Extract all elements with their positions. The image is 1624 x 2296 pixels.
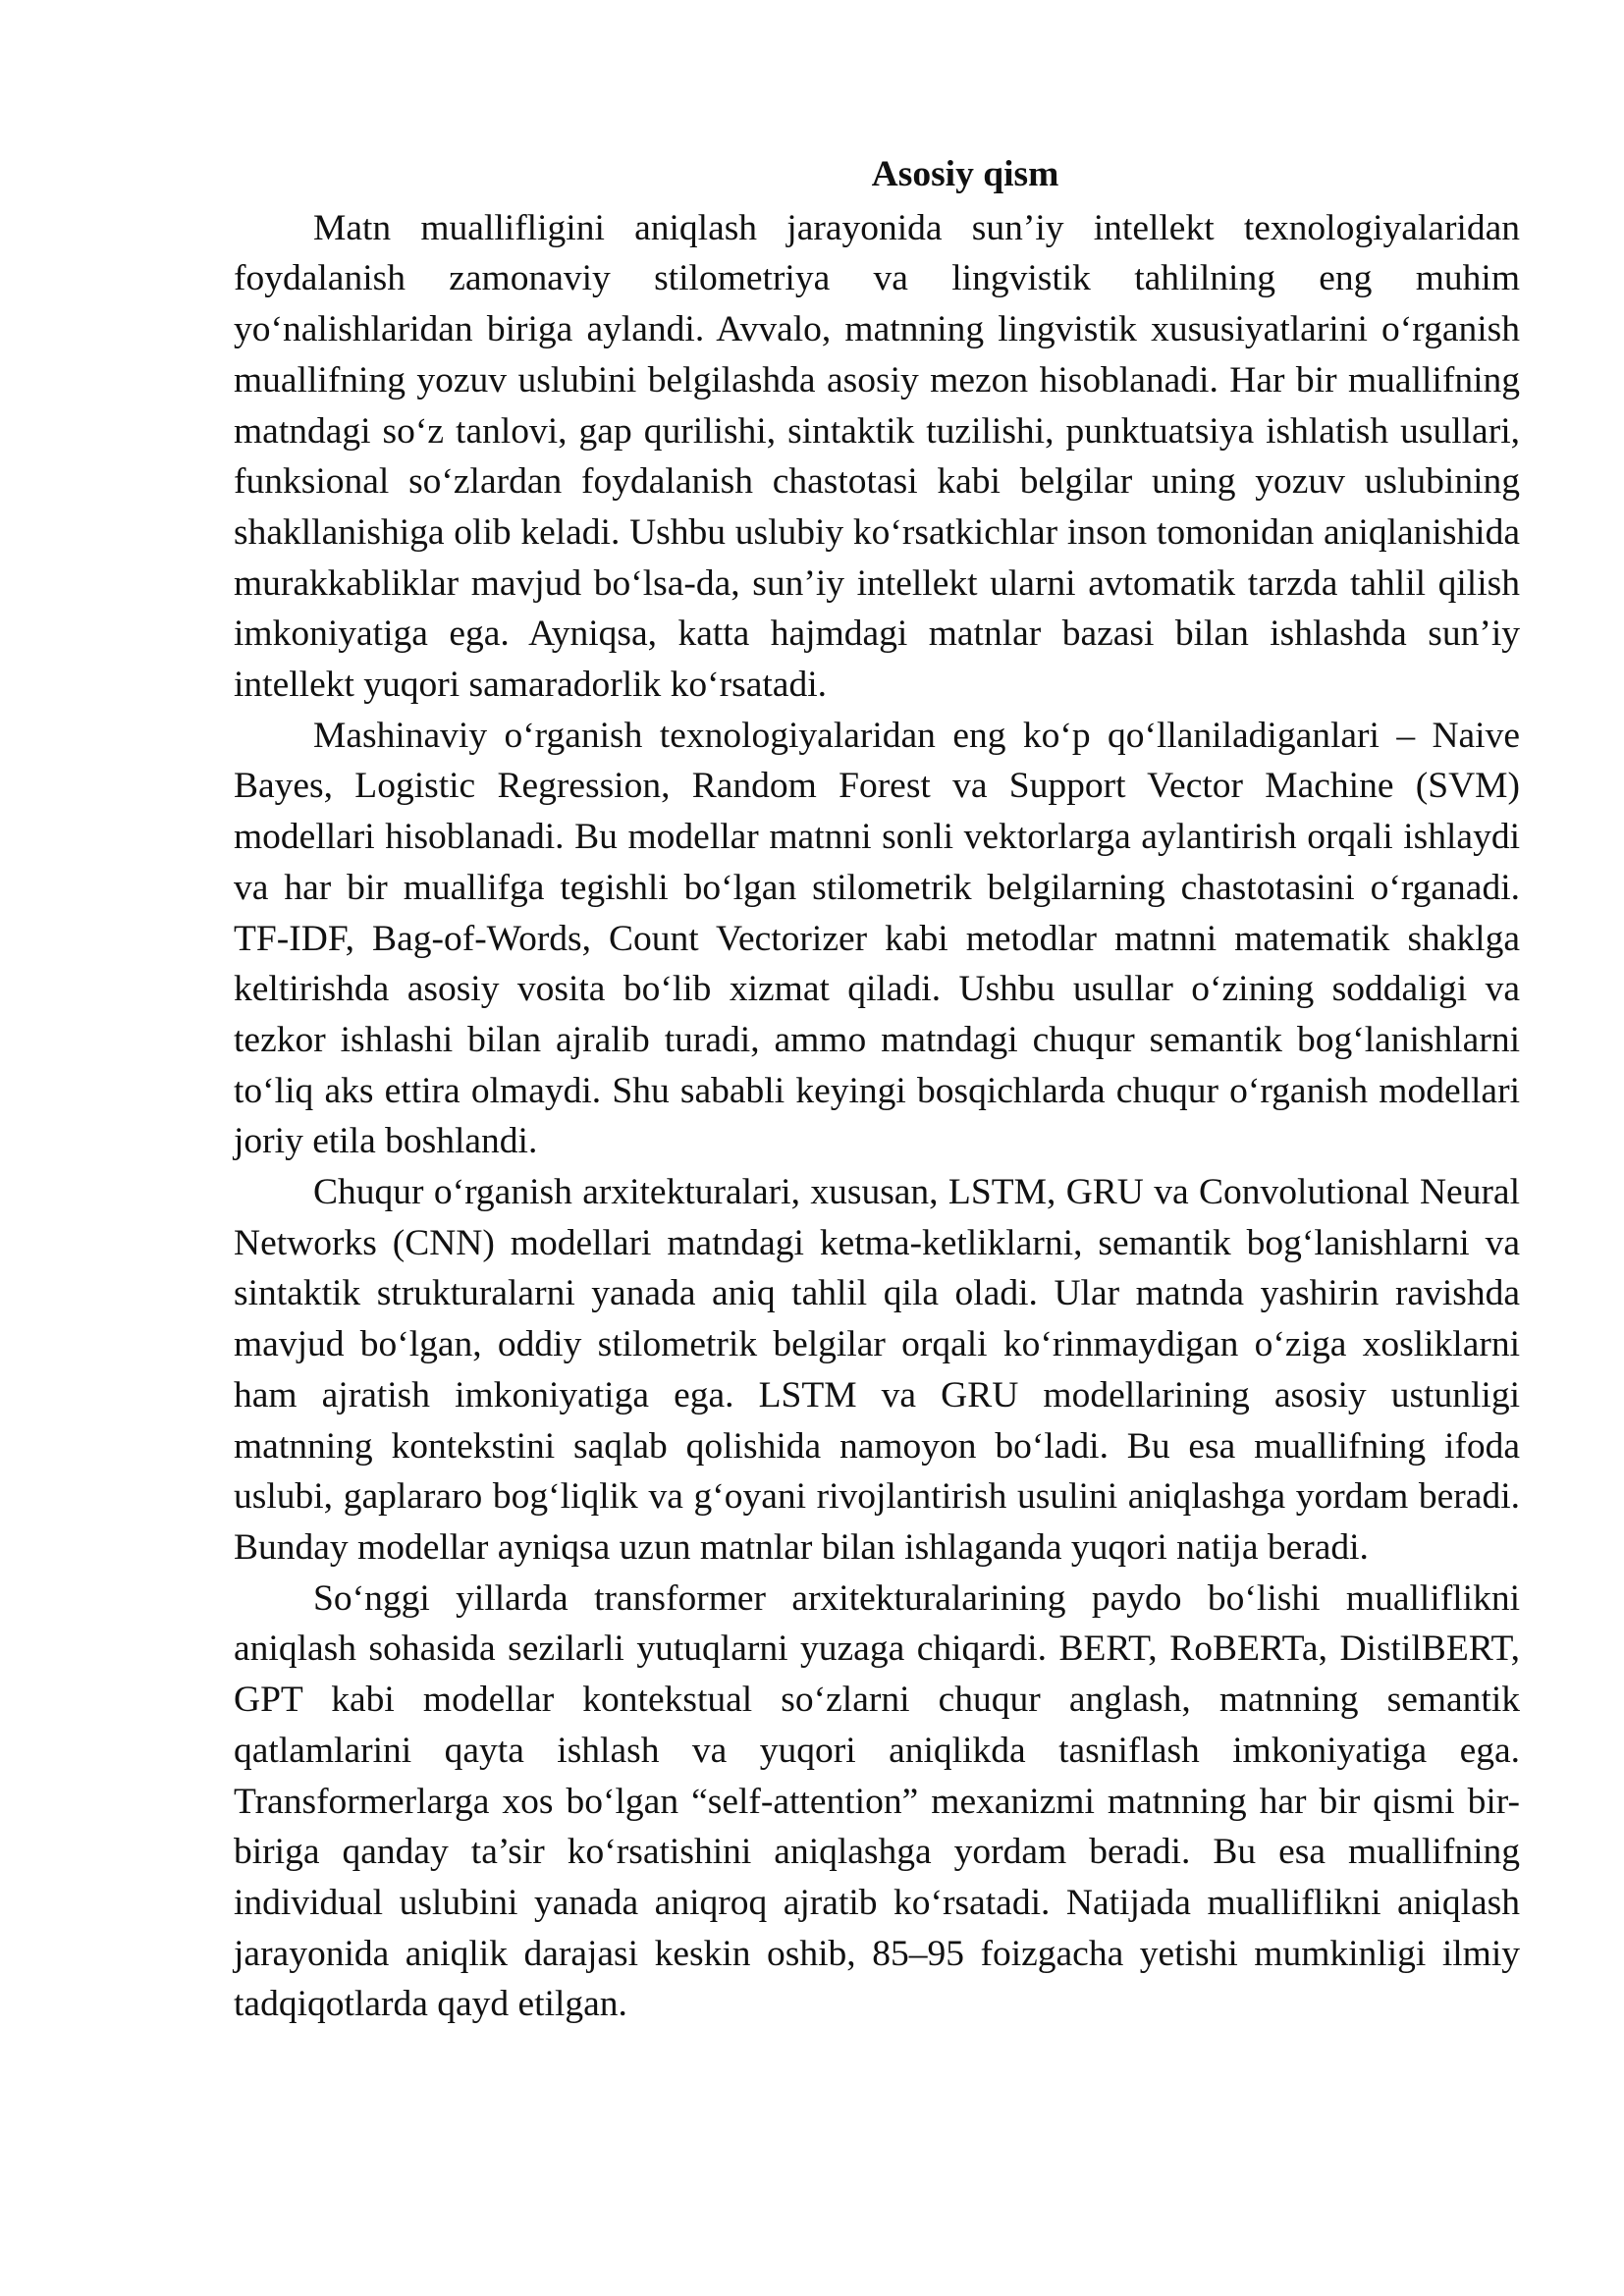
paragraph-2: Mashinaviy o‘rganish texnologiyalaridan eng ko‘p qo‘llaniladiganlari – Naive Bayes, Logistic Regression, Random Forest va Support Vector Machine (SVM) modellari hisoblanadi. Bu modellar matnni sonli vektorlarga aylantirish orqali ishlaydi va har bir muallifga tegishli bo‘lgan stilometrik belgilarning chastotasini o‘rganadi. TF-IDF, Bag-of-Words, Count Vectorizer kabi metodlar matnni matematik shaklga keltirishda asosiy vosita bo‘lib xizmat qiladi. Ushbu usullar o‘zining soddaligi va tezkor ishlashi bilan ajralib turadi, ammo matndagi chuqur semantik bog‘lanishlarni to‘liq aks ettira olmaydi. Shu sababli keyingi bosqichlarda chuqur o‘rganish modellari joriy etila boshlandi. [234, 715, 1520, 1162]
paragraph-3: Chuqur o‘rganish arxitekturalari, xususan, LSTM, GRU va Convolutional Neural Networks (CNN) modellari matndagi ketma-ketliklarni, semantik bog‘lanishlarni va sintaktik strukturalarni yanada aniq tahlil qila oladi. Ular matnda yashirin ravishda mavjud bo‘lgan, oddiy stilometrik belgilar orqali ko‘rinmaydigan o‘ziga xosliklarni ham ajratish imkoniyatiga ega. LSTM va GRU modellarining asosiy ustunligi matnning kontekstini saqlab qolishida namoyon bo‘ladi. Bu esa muallifning ifoda uslubi, gaplararo bog‘liqlik va g‘oyani rivojlantirish usulini aniqlashga yordam beradi. Bunday modellar ayniqsa uzun matnlar bilan ishlaganda yuqori natija beradi. [234, 1172, 1520, 1568]
paragraph-4: So‘nggi yillarda transformer arxitekturalarining paydo bo‘lishi mualliflikni aniqlash sohasida sezilarli yutuqlarni yuzaga chiqardi. BERT, RoBERTa, DistilBERT, GPT kabi modellar kontekstual so‘zlarni chuqur anglash, matnning semantik qatlamlarini qayta ishlash va yuqori aniqlikda tasniflash imkoniyatiga ega. Transformerlarga xos bo‘lgan “self-attention” mexanizmi matnning har bir qismi bir-biriga qanday ta’sir ko‘rsatishini aniqlashga yordam beradi. Bu esa muallifning individual uslubini yanada aniqroq ajratib ko‘rsatadi. Natijada mualliflikni aniqlash jarayonida aniqlik darajasi keskin oshib, 85–95 foizgacha yetishi mumkinligi ilmiy tadqiqotlarda qayd etilgan. [234, 1577, 1520, 2025]
section-heading: Asosiy qism [871, 154, 1059, 194]
document-body [234, 149, 1520, 2030]
paragraph-1: Matn muallifligini aniqlash jarayonida sun’iy intellekt texnologiyalaridan foydalanish zamonaviy stilometriya va lingvistik tahlilning eng muhim yo‘nalishlaridan biriga aylandi. Avvalo, matnning lingvistik xususiyatlarini o‘rganish muallifning yozuv uslubini belgilashda asosiy mezon hisoblanadi. Har bir muallifning matndagi so‘z tanlovi, gap qurilishi, sintaktik tuzilishi, punktuatsiya ishlatish usullari, funksional so‘zlardan foydalanish chastotasi kabi belgilar uning yozuv uslubining shakllanishiga olib keladi. Ushbu uslubiy ko‘rsatkichlar inson tomonidan aniqlanishida murakkabliklar mavjud bo‘lsa-da, sun’iy intellekt ularni avtomatik tarzda tahlil qilish imkoniyatiga ega. Ayniqsa, katta hajmdagi matnlar bazasi bilan ishlashda sun’iy intellekt yuqori samaradorlik ko‘rsatadi. [234, 207, 1520, 706]
